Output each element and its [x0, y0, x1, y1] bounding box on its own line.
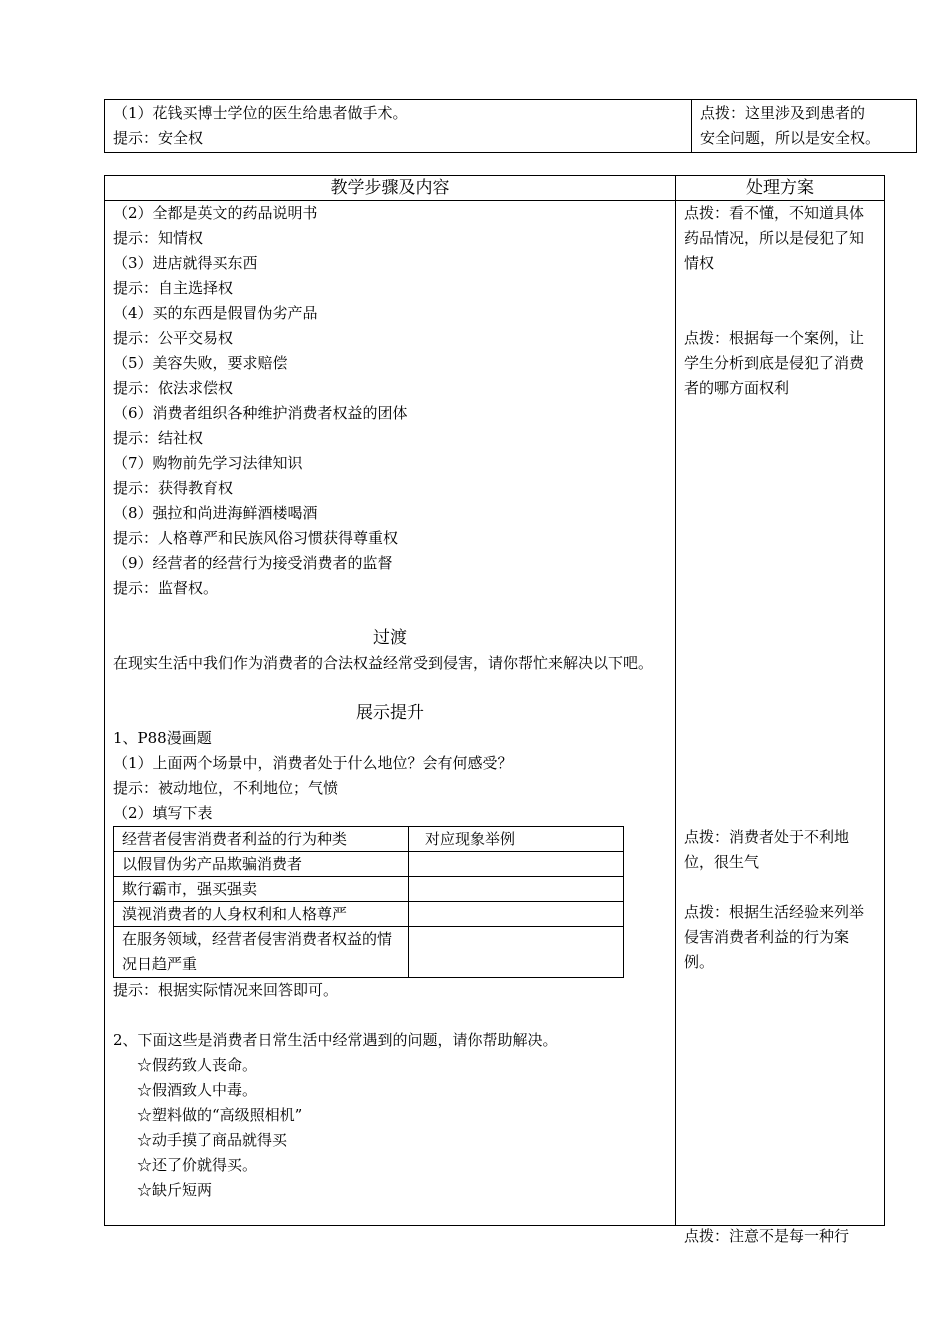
behavior-type-cell: 在服务领域，经营者侵害消费者权益的情况日趋严重	[114, 927, 409, 978]
case-line: （4）买的东西是假冒伪劣产品	[113, 304, 318, 322]
case-line: 提示：知情权	[113, 229, 204, 247]
question-1-title: 1、P88漫画题	[113, 729, 212, 747]
problem-item: ☆缺斤短两	[137, 1181, 213, 1199]
header-right: 处理方案	[676, 176, 885, 201]
behavior-type-cell: 以假冒伪劣产品欺骗消费者	[114, 852, 409, 877]
table-row	[114, 902, 624, 927]
example-cell	[409, 902, 624, 927]
example-cell	[409, 852, 624, 877]
spacer	[113, 676, 667, 701]
top-table	[104, 99, 917, 153]
top-hint-line: 提示：安全权	[113, 129, 204, 147]
top-note-line-1: 点拨：这里涉及到患者的	[700, 104, 866, 122]
table-row	[114, 927, 624, 978]
case-line: 提示：人格尊严和民族风俗习惯获得尊重权	[113, 529, 399, 547]
note-1: 点拨：看不懂，不知道具体药品情况，所以是侵犯了知情权	[684, 204, 865, 272]
showcase-title: 展示提升	[356, 703, 424, 723]
problem-item: ☆塑料做的“高级照相机”	[137, 1106, 303, 1124]
case-line: （6）消费者组织各种维护消费者权益的团体	[113, 404, 408, 422]
case-line: 提示：自主选择权	[113, 279, 234, 297]
top-case-line: （1）花钱买博士学位的医生给患者做手术。	[113, 104, 408, 122]
behavior-table-header: 对应现象举例	[409, 827, 624, 852]
main-table	[104, 175, 885, 1245]
note-4: 点拨：根据生活经验来列举侵害消费者利益的行为案例。	[684, 903, 865, 971]
header-left: 教学步骤及内容	[105, 176, 676, 201]
question-1-sub-2: （2）填写下表	[113, 804, 213, 822]
case-line: （3）进店就得买东西	[113, 254, 258, 272]
case-line: （5）美容失败，要求赔偿	[113, 354, 288, 372]
case-line: 提示：监督权。	[113, 579, 219, 597]
problem-item: ☆假药致人丧命。	[137, 1056, 258, 1074]
transition-text: 在现实生活中我们作为消费者的合法权益经常受到侵害，请你帮忙来解决以下吧。	[113, 654, 654, 672]
behavior-type-cell: 欺行霸市，强买强卖	[114, 877, 409, 902]
case-line: （9）经营者的经营行为接受消费者的监督	[113, 554, 393, 572]
spacer	[113, 1003, 667, 1028]
table-row	[114, 852, 624, 877]
problem-item: ☆假酒致人中毒。	[137, 1081, 258, 1099]
question-1-hint-2: 提示：根据实际情况来回答即可。	[113, 981, 339, 999]
top-note-line-2: 安全问题，所以是安全权。	[700, 129, 881, 147]
case-list	[113, 201, 667, 601]
case-line: （8）强拉和尚进海鲜酒楼喝酒	[113, 504, 318, 522]
behavior-table-header: 经营者侵害消费者利益的行为种类	[114, 827, 409, 852]
example-cell	[409, 927, 624, 978]
example-cell	[409, 877, 624, 902]
case-line: 提示：结社权	[113, 429, 204, 447]
spacer	[113, 601, 667, 626]
case-line: 提示：公平交易权	[113, 329, 234, 347]
top-right-cell	[692, 100, 917, 153]
case-line: 提示：依法求偿权	[113, 379, 234, 397]
behavior-type-cell: 漠视消费者的人身权利和人格尊严	[114, 902, 409, 927]
behavior-table	[113, 826, 624, 978]
case-line: （7）购物前先学习法律知识	[113, 454, 303, 472]
note-5: 点拨：注意不是每一种行	[684, 1227, 850, 1245]
content-cell	[105, 201, 676, 1226]
question-1-sub-1: （1）上面两个场景中，消费者处于什么地位？会有何感受？	[113, 754, 513, 772]
question-2-title: 2、下面这些是消费者日常生活中经常遇到的问题，请你帮助解决。	[113, 1031, 558, 1049]
note-2: 点拨：根据每一个案例，让学生分析到底是侵犯了消费者的哪方面权利	[684, 329, 865, 397]
top-left-cell	[105, 100, 692, 153]
notes-cell	[676, 201, 885, 1245]
table-row	[114, 877, 624, 902]
transition-title: 过渡	[373, 628, 407, 648]
case-line: （2）全都是英文的药品说明书	[113, 204, 318, 222]
case-line: 提示：获得教育权	[113, 479, 234, 497]
note-3: 点拨：消费者处于不利地位，很生气	[684, 828, 850, 871]
question-1-hint-1: 提示：被动地位，不利地位；气愤	[113, 779, 339, 797]
problem-item: ☆动手摸了商品就得买	[137, 1131, 288, 1149]
problem-item: ☆还了价就得买。	[137, 1156, 258, 1174]
